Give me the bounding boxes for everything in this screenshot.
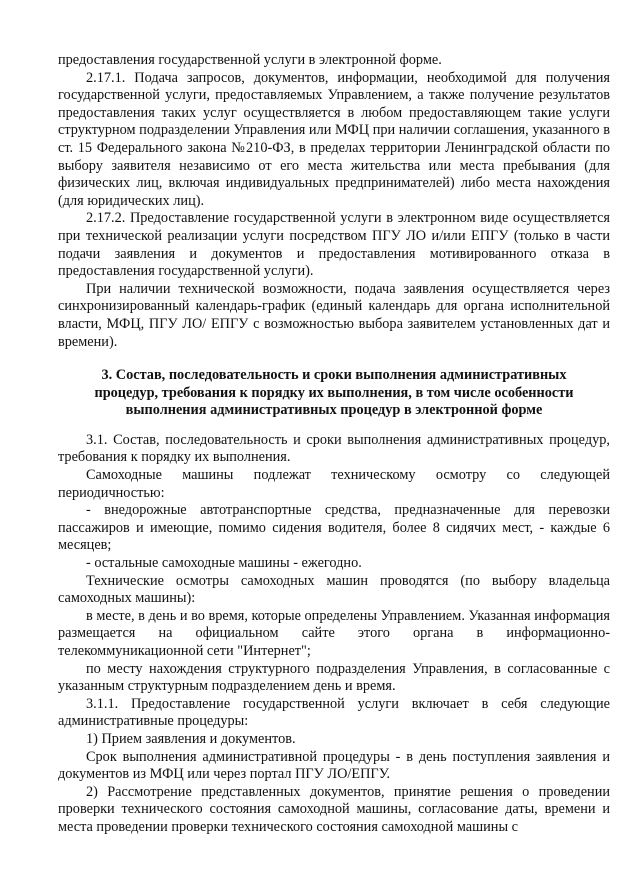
- paragraph: 2.17.2. Предоставление государственной услуги в электронном виде осуществляется при технической реализации услуги посредством ПГУ ЛО и/или ЕПГУ (только в части подачи заявления и документов и предоставления мотивированного отказа в предоставления государственной услуги).: [58, 210, 610, 280]
- section-heading: 3. Состав, последовательность и сроки выполнения административных процедур, требования к порядку их выполнения, в том числе особенности выполнения административных процедур в электронной форме: [94, 367, 574, 419]
- list-item: 1) Прием заявления и документов.: [86, 730, 296, 747]
- paragraph: предоставления государственной услуги в электронной форме.: [58, 52, 442, 68]
- list-item: по месту нахождения структурного подразделения Управления, в согласованные с указанным структурным подразделением день и время.: [58, 660, 610, 695]
- paragraph: Самоходные машины подлежат техническому осмотру со следующей периодичностью:: [58, 467, 610, 501]
- spacer: [58, 420, 610, 432]
- paragraph: Технические осмотры самоходных машин проводятся (по выбору владельца самоходных машины):: [58, 572, 610, 607]
- paragraph: 2.17.1. Подача запросов, документов, информации, необходимой для получения государственной услуги, предоставляемых Управлением, а также получение результатов предоставления таких услуг осуществляется в любом предоставляющем такие услуги структурном подразделении Управления или МФЦ при наличии соглашения, указанного в ст. 15 Федерального закона №210-ФЗ, в пределах территории Ленинградской области по выбору заявителя независимо от его места жительства или места пребывания (для физических лиц, включая индивидуальных предпринимателей) либо места нахождения (для юридических лиц).: [58, 69, 610, 209]
- paragraph: 3.1. Состав, последовательность и сроки выполнения административных процедур, требования к порядку их выполнения.: [58, 431, 610, 466]
- list-item: в месте, в день и во время, которые определены Управлением. Указанная информация размещается на официальном сайте этого органа в информационно-телекоммуникационной сети "Интернет";: [58, 607, 611, 659]
- list-item: 2) Рассмотрение представленных документов, принятие решения о проведении проверки технического состояния самоходной машины, согласование даты, времени и места проведении проверки технического состояния самоходной машины с: [58, 783, 610, 835]
- list-item: - внедорожные автотранспортные средства, предназначенные для перевозки пассажиров и имеющие, помимо сидения водителя, более 8 сидячих мест, - каждые 6 месяцев;: [58, 502, 610, 554]
- paragraph: При наличии технической возможности, подача заявления осуществляется через синхронизированный календарь-график (единый календарь для органа исполнительной власти, МФЦ, ПГУ ЛО/ ЕПГУ с возможностью выбора заявителем установленных дат и времени).: [58, 280, 610, 350]
- spacer: [58, 351, 610, 367]
- paragraph: 3.1.1. Предоставление государственной услуги включает в себя следующие административные процедуры:: [58, 695, 610, 730]
- paragraph: Срок выполнения административной процедуры - в день поступления заявления и документов из МФЦ или через портал ПГУ ЛО/ЕПГУ.: [58, 748, 610, 783]
- list-item: - остальные самоходные машины - ежегодно.: [86, 555, 362, 572]
